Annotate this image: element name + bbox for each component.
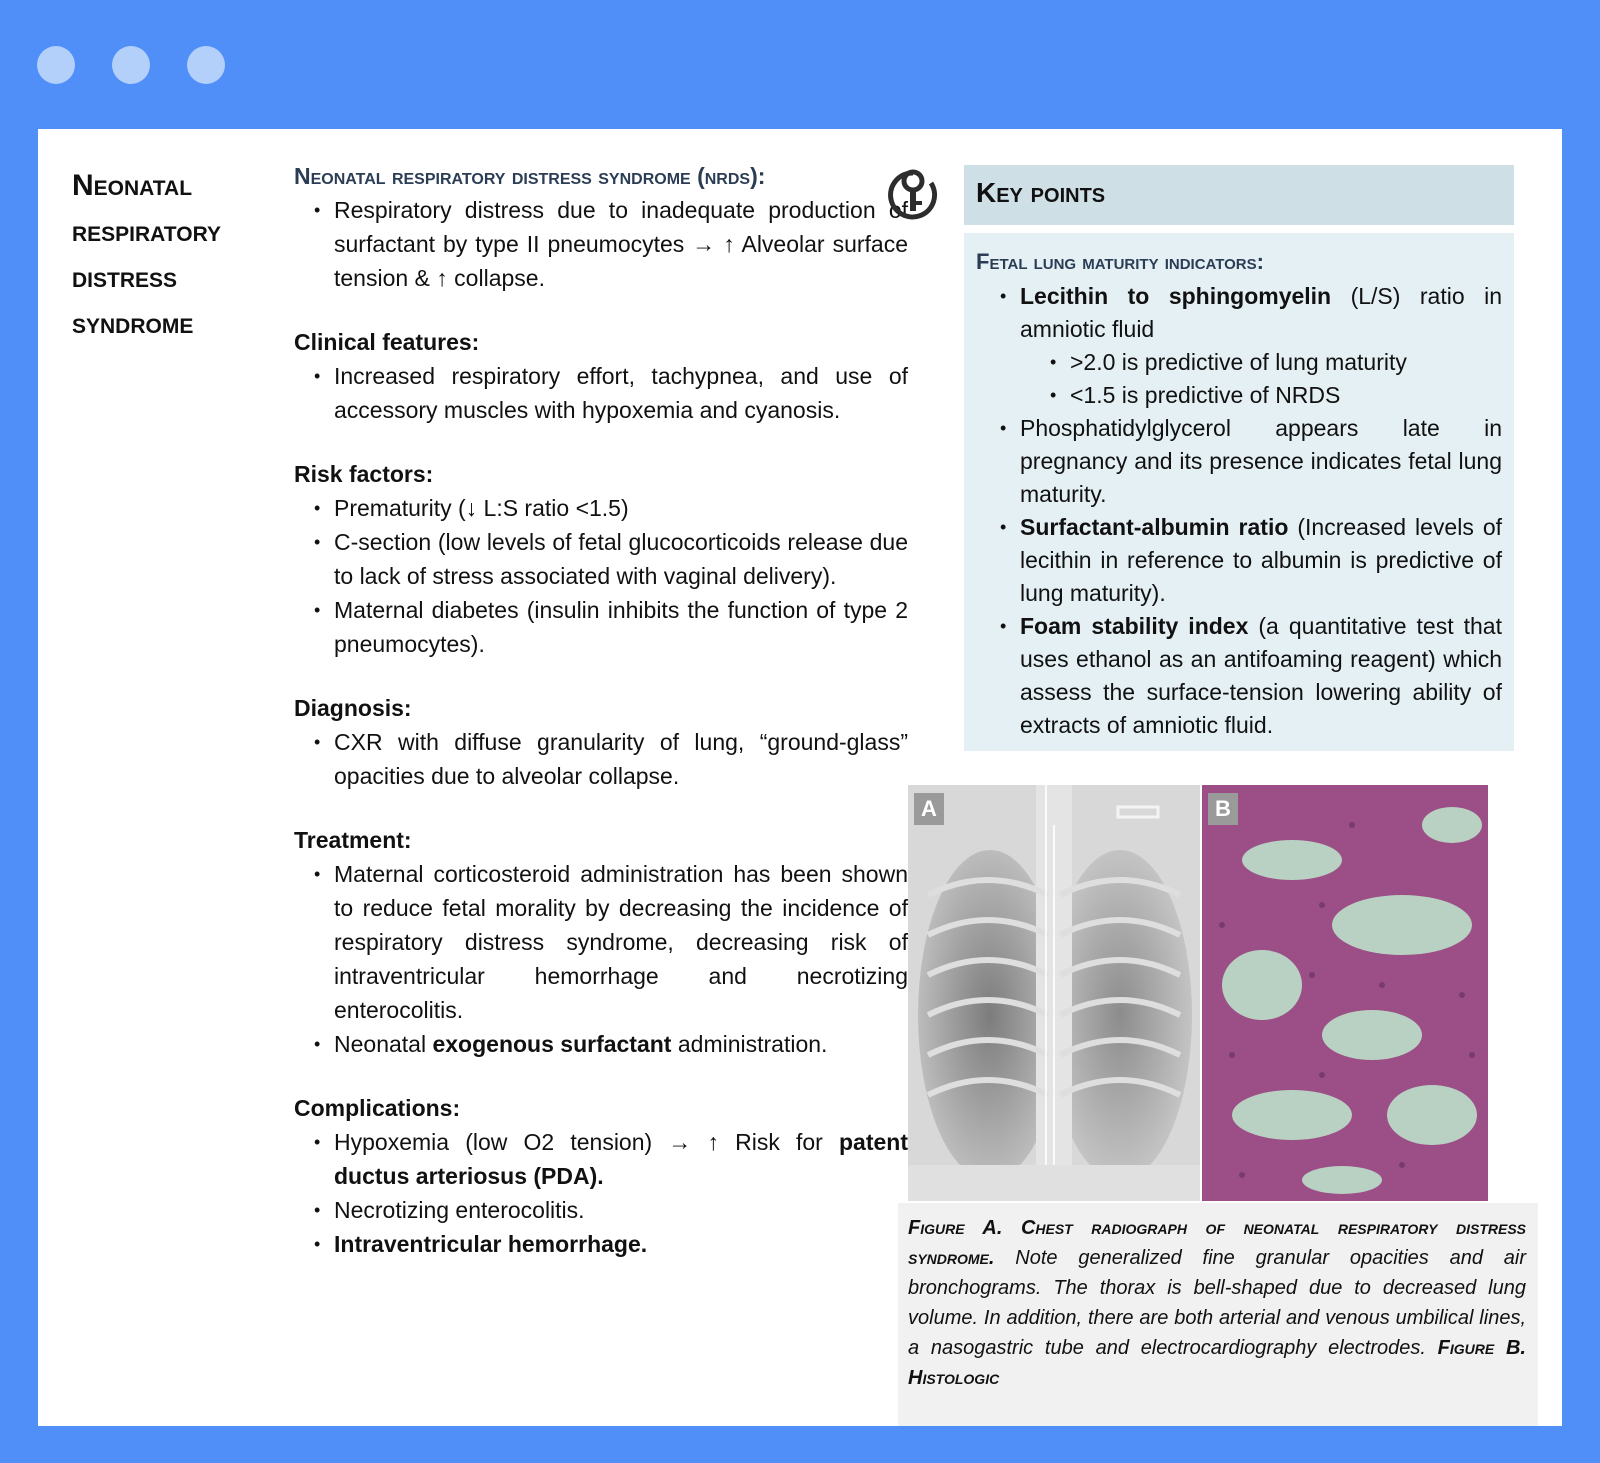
key-icon bbox=[886, 165, 940, 223]
complication-bullet: • Necrotizing enterocolitis. bbox=[334, 1193, 908, 1227]
window-dot-1[interactable] bbox=[37, 46, 75, 84]
window-dot-2[interactable] bbox=[112, 46, 150, 84]
key-point-subitem: • <1.5 is predictive of NRDS bbox=[1070, 379, 1502, 412]
risk-bullet: • Prematurity (↓ L:S ratio <1.5) bbox=[334, 491, 908, 525]
treatment-text: administration. bbox=[671, 1031, 828, 1057]
risk-bullet: • C-section (low levels of fetal glucocorticoids release due to lack of stress associated with vaginal delivery). bbox=[334, 525, 908, 593]
key-points-header bbox=[964, 165, 1514, 225]
clinical-heading: Clinical features: bbox=[294, 329, 480, 355]
nrds-bullet: • Respiratory distress due to inadequate production of surfactant by type II pneumocytes → ↑ Alveolar surface tension & ↑ collapse. bbox=[334, 193, 908, 295]
complication-bold: Intraventricular hemorrhage. bbox=[334, 1231, 648, 1257]
complications-heading: Complications: bbox=[294, 1095, 461, 1121]
key-point-subitem: • >2.0 is predictive of lung maturity bbox=[1070, 346, 1502, 379]
caption-bold: Figure B. Histologic bbox=[908, 1337, 1526, 1389]
treatment-bullet bbox=[334, 1027, 908, 1061]
complication-bullet bbox=[334, 1125, 908, 1193]
diagnosis-heading: Diagnosis: bbox=[294, 695, 412, 721]
key-point-text: (L/S) ratio in amniotic fluid bbox=[1020, 283, 1502, 342]
key-point-item: • Phosphatidylglycerol appears late in pregnancy and its presence indicates fetal lung maturity. bbox=[1020, 412, 1502, 511]
document-page bbox=[38, 129, 1562, 1426]
key-point-item bbox=[1020, 280, 1502, 412]
figure-b-label: B bbox=[1208, 793, 1238, 825]
treatment-bold: exogenous surfactant bbox=[432, 1031, 672, 1057]
key-point-text: (a quantitative test that uses ethanol as an antifoaming reagent) which assess the surface-tension lowering ability of extracts of amniotic fluid. bbox=[1020, 613, 1502, 738]
complication-text: Hypoxemia (low O2 tension) → ↑ Risk for bbox=[334, 1129, 839, 1155]
figure-a-xray bbox=[908, 785, 1200, 1201]
risk-bullet: • Maternal diabetes (insulin inhibits the function of type 2 pneumocytes). bbox=[334, 593, 908, 661]
key-point-bold: Lecithin to sphingomyelin bbox=[1020, 283, 1332, 309]
window-dot-3[interactable] bbox=[187, 46, 225, 84]
figure-b-histology bbox=[1202, 785, 1488, 1201]
key-point-bold: Surfactant-albumin ratio bbox=[1020, 514, 1289, 540]
risk-heading: Risk factors: bbox=[294, 461, 434, 487]
complication-bold: patent ductus arteriosus (PDA). bbox=[334, 1129, 908, 1189]
key-point-bold: Foam stability index bbox=[1020, 613, 1249, 639]
caption-bold: Figure A. Chest radiograph of neonatal respiratory distress syndrome. bbox=[908, 1217, 1526, 1269]
main-column bbox=[294, 159, 908, 1261]
complication-bullet bbox=[334, 1227, 908, 1261]
clinical-bullet: • Increased respiratory effort, tachypnea, and use of accessory muscles with hypoxemia and cyanosis. bbox=[334, 359, 908, 427]
key-points-box bbox=[964, 233, 1514, 751]
nrds-heading: Neonatal respiratory distress syndrome (nrds): bbox=[294, 163, 766, 189]
key-point-item bbox=[1020, 610, 1502, 742]
diagnosis-bullet: • CXR with diffuse granularity of lung, “ground-glass” opacities due to alveolar collapse. bbox=[334, 725, 908, 793]
treatment-bullet: • Maternal corticosteroid administration has been shown to reduce fetal morality by decreasing the incidence of respiratory distress syndrome, decreasing risk of intraventricular hemorrhage and necrotizing enterocolitis. bbox=[334, 857, 908, 1027]
key-points-subheading: Fetal lung maturity indicators: bbox=[976, 249, 1264, 274]
figure-a-label: A bbox=[914, 793, 944, 825]
key-point-text: (Increased levels of lecithin in reference to albumin is predictive of lung maturity). bbox=[1020, 514, 1502, 606]
key-points-title: Key points bbox=[976, 177, 1106, 208]
treatment-heading: Treatment: bbox=[294, 827, 412, 853]
figure-caption bbox=[898, 1203, 1538, 1426]
treatment-text: Neonatal bbox=[334, 1031, 433, 1057]
caption-text: Note generalized fine granular opacities and air bronchograms. The thorax is bell-shaped due to decreased lung volume. In addition, there are both arterial and venous umbilical lines, a nasogastric tube and electrocardiography electrodes. bbox=[908, 1247, 1526, 1359]
sidebar-title: Neonatal respiratory distress syndrome bbox=[72, 169, 221, 340]
key-point-item bbox=[1020, 511, 1502, 610]
